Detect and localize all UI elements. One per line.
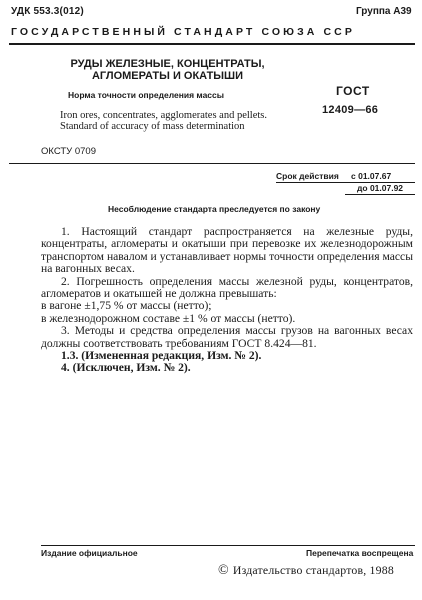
paragraph-2a: в вагоне ±1,75 % от массы (нетто);	[41, 299, 212, 313]
law-notice: Несоблюдение стандарта преследуется по закону	[108, 204, 321, 214]
copyright-line	[218, 563, 394, 579]
document-subtitle-ru: Норма точности определения массы	[68, 90, 225, 100]
body-text	[41, 226, 413, 375]
okstu-code: ОКСТУ 0709	[41, 146, 96, 157]
footer-rule	[41, 545, 415, 546]
paragraph-1: 1. Настоящий стандарт распространяется на железные руды, концентраты, агломераты и окатыши при перевозке их железнодорожным транспортом навалом и устанавливает нормы точности определения массы на вагонных весах.	[41, 225, 413, 276]
title-en-line2: Standard of accuracy of mass determination	[60, 121, 245, 132]
header-rule	[9, 43, 415, 45]
copyright-text: Издательство стандартов, 1988	[232, 563, 394, 577]
validity-label: Срок действия	[276, 171, 339, 181]
gost-label: ГОСТ	[336, 84, 370, 98]
group-code: Группа А39	[356, 6, 412, 17]
paragraph-2b: в железнодорожном составе ±1 % от массы (нетто).	[41, 311, 296, 325]
document-title-en	[60, 110, 300, 132]
gost-number: 12409—66	[322, 104, 379, 116]
udk-code: УДК 553.3(012)	[11, 6, 84, 17]
copyright-icon: ©	[218, 563, 229, 578]
validity-from: с 01.07.67	[351, 171, 392, 181]
edition-label: Издание официальное	[41, 548, 138, 558]
title-ru-line1: РУДЫ ЖЕЛЕЗНЫЕ, КОНЦЕНТРАТЫ,	[70, 58, 265, 70]
paragraph-2: 2. Погрешность определения массы железной руды, концентратов, агломератов и окатышей не должна превышать:	[41, 274, 413, 301]
title-en-line1: Iron ores, concentrates, agglomerates and pellets.	[60, 110, 268, 121]
reprint-notice: Перепечатка воспрещена	[306, 548, 414, 558]
validity-to: до 01.07.92	[357, 183, 404, 193]
okstu-rule	[9, 163, 415, 164]
document-title-ru	[60, 58, 275, 82]
paragraph-3-note: 1.3. (Измененная редакция, Изм. № 2).	[61, 349, 262, 363]
standard-header-title: ГОСУДАРСТВЕННЫЙ СТАНДАРТ СОЮЗА ССР	[11, 26, 355, 38]
paragraph-4: 4. (Исключен, Изм. № 2).	[61, 361, 191, 375]
paragraph-3: 3. Методы и средства определения массы грузов на вагонных весах должны соответствовать требованиям ГОСТ 8.424—81.	[41, 324, 413, 350]
title-ru-line2: АГЛОМЕРАТЫ И ОКАТЫШИ	[91, 70, 244, 82]
validity-rule-bottom	[345, 194, 415, 195]
